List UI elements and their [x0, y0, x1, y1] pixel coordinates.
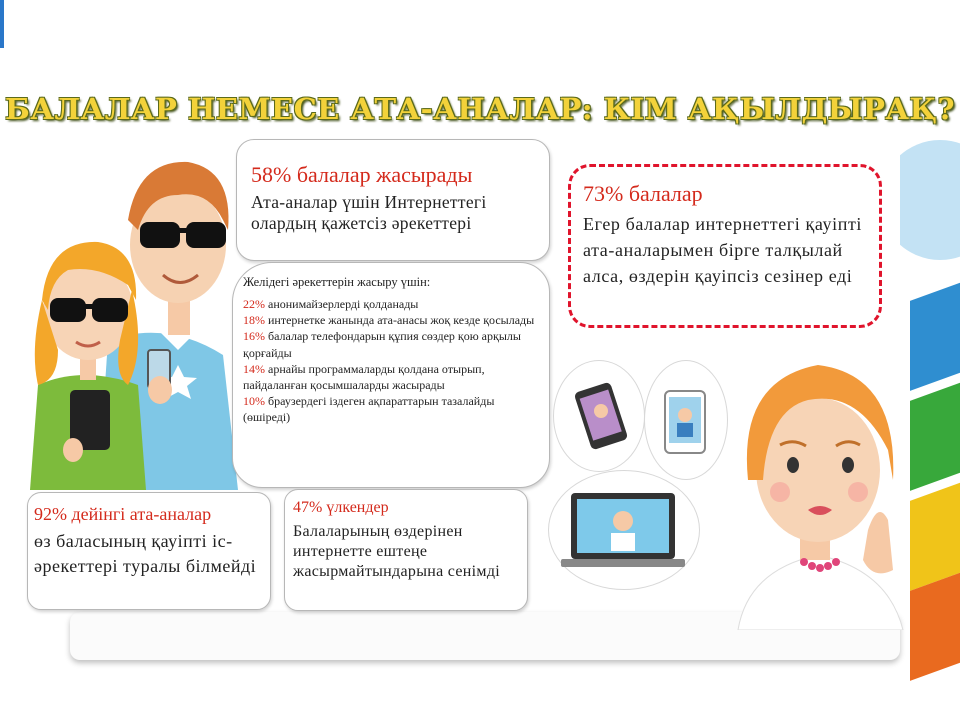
- stat-text: Егер балалар интернеттегі қауіпті ата-аналарымен бірге талқылай алса, өздерін қауіпсіз сезінер еді: [583, 214, 863, 286]
- list-item: 22% анонимайзерлерді қолданады: [243, 297, 419, 311]
- list-item: 10% браузердегі іздеген ақпараттарын тазалайды (өшіреді): [243, 394, 495, 425]
- list-item: 18% интернетке жанында ата-анасы жоқ кезде қосылады: [243, 313, 535, 328]
- girl-illustration: [30, 242, 146, 490]
- right-color-decoration: [900, 60, 960, 720]
- stat-card-47: [284, 489, 528, 611]
- stat-headline: 47% үлкендер: [293, 499, 389, 516]
- laptop-icon: [549, 471, 699, 589]
- list-item: 16% балалар телефондарын құпия сөздер қою арқылы қорғайды: [243, 329, 521, 360]
- stat-headline: 92% дейінгі ата-аналар: [34, 504, 212, 524]
- list-item: 14% арнайы программаларды қолдана отырып, пайдаланған қосымшаларды жасырады: [243, 361, 485, 393]
- kids-illustration: [28, 150, 238, 490]
- stat-text: өз баласының қауіпті іс-әрекеттері туралы білмейді: [34, 531, 257, 576]
- page-title: БАЛАЛАР НЕМЕСЕ АТА-АНАЛАР: КІМ АҚЫЛДЫРАҚ?: [5, 92, 955, 126]
- left-accent-strip: [0, 0, 4, 48]
- laptop-bubble: [548, 470, 700, 590]
- hide-actions-list: [243, 296, 539, 426]
- stat-text: Ата-аналар үшін Интернеттегі олардың қажетсіз әрекеттері: [251, 192, 487, 233]
- stat-card-73: [568, 164, 882, 328]
- stat-card-92: [27, 492, 271, 610]
- hide-actions-heading: Желідегі әрекеттерін жасыру үшін:: [243, 275, 431, 289]
- stat-card-58: [236, 139, 550, 261]
- phone-icon: [554, 361, 644, 471]
- stat-headline: 58% балалар жасырады: [251, 162, 473, 187]
- mother-illustration: [708, 330, 908, 630]
- stat-headline: 73% балалар: [583, 181, 703, 206]
- hide-actions-card: [232, 262, 550, 488]
- phone-bubble: [553, 360, 645, 472]
- stat-text: Балаларының өздерінен интернетте ештеңе жасырмайтындарына сенімді: [293, 523, 501, 580]
